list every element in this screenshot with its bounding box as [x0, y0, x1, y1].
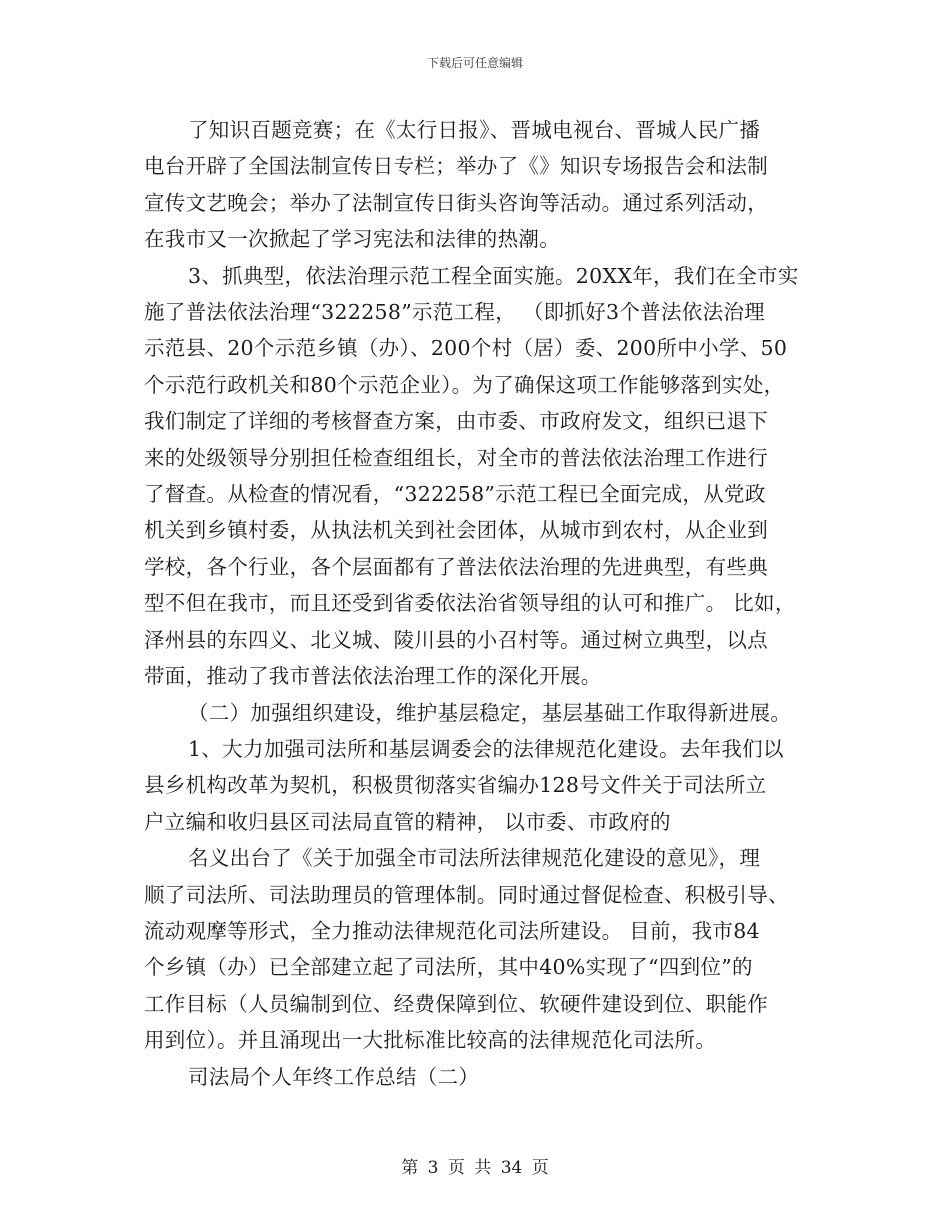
- text-line: 泽州县的东四义、北义城、陵川县的小召村等。通过树立典型，以点: [144, 627, 768, 652]
- text-line: 了知识百题竞赛；在《太行日报》、晋城电视台、晋城人民广播: [188, 118, 761, 142]
- text-line: 顺了司法所、司法助理员的管理体制。同时通过督促检查、积极引导、: [144, 882, 789, 907]
- text-line: 1、大力加强司法所和基层调委会的法律规范化建设。去年我们以: [188, 736, 784, 761]
- text-line: 带面，推动了我市普法依法治理工作的深化开展。: [144, 664, 602, 689]
- text-line: 工作目标（人员编制到位、经费保障到位、软硬件建设到位、职能作: [144, 991, 768, 1016]
- text-line: 示范县、20个示范乡镇（办）、200个村（居）委、200所中小学、50: [144, 336, 788, 361]
- text-line: 机关到乡镇村委，从执法机关到社会团体，从城市到农村，从企业到: [144, 518, 768, 543]
- text-line: 名义出台了《关于加强全市司法所法律规范化建设的意见》，理: [188, 846, 761, 871]
- text-line: 个示范行政机关和80个示范企业）。为了确保这项工作能够落到实处，: [144, 372, 785, 397]
- text-line: 我们制定了详细的考核督查方案，由市委、市政府发文，组织已退下: [144, 409, 768, 434]
- section-heading: （二）加强组织建设，维护基层稳定，基层基础工作取得新进展。: [188, 700, 792, 725]
- document-body: [144, 112, 824, 1095]
- text-line: 户立编和收归县区司法局直管的精神， 以市委、市政府的: [144, 809, 671, 834]
- section-title: 司法局个人年终工作总结（二）: [188, 1064, 480, 1089]
- text-line: 县乡机构改革为契机，积极贯彻落实省编办128号文件关于司法所立: [144, 773, 767, 798]
- text-line: 个乡镇（办）已全部建立起了司法所，其中40%实现了“四到位”的: [144, 955, 753, 980]
- text-line: 学校，各个行业，各个层面都有了普法依法治理的先进典型，有些典: [144, 554, 768, 579]
- text-line: 用到位）。并且涌现出一大批标准比较高的法律规范化司法所。: [144, 1028, 717, 1053]
- text-line: 在我市又一次掀起了学习宪法和法律的热潮。: [144, 227, 560, 252]
- text-line: 流动观摩等形式，全力推动法律规范化司法所建设。 目前，我市84: [144, 918, 760, 943]
- page-number-footer: 第 3 页 共 34 页: [401, 1158, 549, 1178]
- text-line: 来的处级领导分别担任检查组组长，对全市的普法依法治理工作进行: [144, 445, 768, 470]
- page-header: 下载后可任意编辑: [426, 56, 523, 70]
- text-line: 了督查。从检查的情况看，“322258”示范工程已全面完成，从党政: [144, 482, 766, 507]
- text-line: 电台开辟了全国法制宣传日专栏；举办了《》知识专场报告会和法制: [144, 154, 768, 179]
- text-line: 宣传文艺晚会；举办了法制宣传日街头咨询等活动。通过系列活动，: [144, 190, 768, 215]
- text-line: 型不但在我市，而且还受到省委依法治省领导组的认可和推广。 比如，: [144, 591, 796, 616]
- text-line: 施了普法依法治理“322258”示范工程， （即抓好3个普法依法治理: [144, 300, 765, 325]
- text-line: 3、抓典型，依法治理示范工程全面实施。20XX年，我们在全市实: [188, 263, 799, 288]
